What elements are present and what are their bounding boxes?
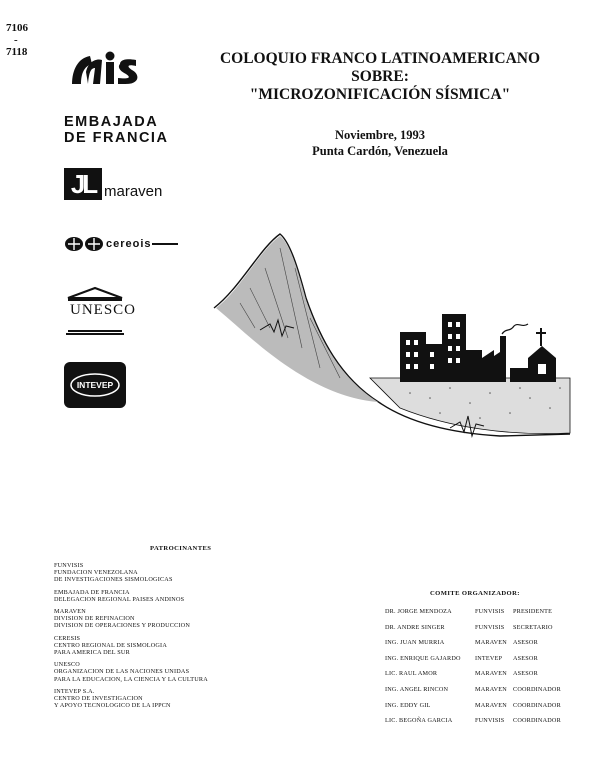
- funvisis-logo-mark: [66, 48, 158, 88]
- intevep-logo: [64, 362, 126, 408]
- title-line2: SOBRE:: [351, 68, 409, 85]
- sponsor-line: PARA LA EDUCACION, LA CIENCIA Y LA CULTURA: [54, 675, 208, 683]
- sponsor-group: [54, 661, 344, 683]
- funvisis-logo: [66, 48, 158, 93]
- sponsor-group: [54, 635, 344, 657]
- member-role: ASESOR: [513, 639, 538, 647]
- maraven-wordmark: maraven: [104, 183, 163, 200]
- header-title: [195, 50, 565, 104]
- member-name: DR. JORGE MENDOZA: [385, 608, 452, 615]
- title-line1: COLOQUIO FRANCO LATINOAMERICANO: [219, 50, 541, 67]
- member-name: ING. ENRIQUE GAJARDO: [385, 654, 461, 662]
- sponsor-line: CENTRO REGIONAL DE SISMOLOGIA: [54, 641, 167, 649]
- member-org: MARAVEN: [475, 701, 507, 709]
- committee-row: [385, 717, 585, 733]
- member-role: SECRETARIO: [513, 623, 553, 631]
- member-org: FUNVISIS: [475, 717, 505, 725]
- member-name: LIC. BEGOÑA GARCIA: [385, 717, 453, 725]
- sponsor-line: DELEGACION REGIONAL PAISES ANDINOS: [54, 595, 185, 603]
- page-number-top: 7106: [6, 22, 28, 34]
- member-name: ING. EDDY GIL: [385, 701, 431, 709]
- sponsor-line: PARA AMERICA DEL SUR: [54, 649, 130, 657]
- page-number-bottom: 7118: [6, 46, 28, 58]
- sponsor-line: INTEVEP S.A.: [54, 687, 95, 695]
- member-role: ASESOR: [513, 654, 538, 662]
- member-name: ING. ANGEL RINCON: [385, 685, 449, 693]
- sponsor-group: [54, 608, 344, 630]
- committee-row: [385, 686, 585, 702]
- committee-row: [385, 702, 585, 718]
- ceresis-globe-icon: [64, 236, 104, 252]
- intevep-wordmark: INTEVEP: [76, 380, 114, 390]
- sponsor-line: UNESCO: [54, 661, 80, 669]
- sponsor-line: CERESIS: [54, 634, 81, 642]
- sponsor-line: DE INVESTIGACIONES SISMOLOGICAS: [54, 576, 173, 584]
- member-org: FUNVISIS: [475, 608, 505, 615]
- maraven-mark: JL: [64, 168, 102, 200]
- embajada-line1: EMBAJADA: [64, 114, 159, 130]
- member-role: ASESOR: [513, 670, 538, 678]
- sponsor-line: CENTRO DE INVESTIGACION: [54, 695, 143, 703]
- committee-row: [385, 670, 585, 686]
- sponsor-line: EMBAJADA DE FRANCIA: [54, 588, 130, 596]
- page-number-dash: -: [14, 34, 18, 46]
- sponsor-line: DIVISION DE REFINACION: [54, 615, 135, 623]
- member-org: MARAVEN: [475, 670, 507, 678]
- sponsor-line: MARAVEN: [54, 608, 86, 616]
- sponsor-line: FUNVISIS: [54, 562, 84, 569]
- embajada-logo: [64, 114, 168, 146]
- sponsors-list: [54, 562, 344, 714]
- header-date: Noviembre, 1993: [334, 128, 426, 142]
- member-org: MARAVEN: [475, 639, 507, 647]
- ceresis-line: [152, 242, 178, 246]
- member-role: COORDINADOR: [513, 701, 561, 709]
- committee-row: [385, 608, 585, 624]
- member-role: COORDINADOR: [513, 685, 561, 693]
- ceresis-wordmark: cereois: [106, 238, 152, 250]
- mountain-city-illustration: [210, 228, 580, 468]
- member-org: MARAVEN: [475, 685, 507, 693]
- member-name: LIC. RAUL AMOR: [385, 670, 438, 678]
- sponsor-line: FUNDACION VENEZOLANA: [54, 569, 138, 577]
- sponsor-line: DIVISION DE OPERACIONES Y PRODUCCION: [54, 622, 190, 630]
- unesco-logo: [64, 286, 137, 341]
- header-place: Punta Cardón, Venezuela: [312, 144, 448, 158]
- sponsor-group: [54, 688, 344, 710]
- committee-row: [385, 639, 585, 655]
- sponsor-group: [54, 562, 344, 584]
- sponsor-group: [54, 589, 344, 603]
- member-name: DR. ANDRE SINGER: [385, 623, 445, 631]
- member-role: COORDINADOR: [513, 717, 561, 725]
- committee-row: [385, 655, 585, 671]
- embajada-line2: DE FRANCIA: [64, 130, 169, 146]
- factory-smoke: [502, 324, 528, 334]
- city-buildings: [400, 314, 556, 382]
- unesco-wordmark: UNESCO: [70, 302, 137, 318]
- committee-title: COMITE ORGANIZADOR:: [430, 590, 520, 597]
- sponsor-line: Y APOYO TECNOLOGICO DE LA IPPCN: [54, 702, 171, 710]
- maraven-logo: [64, 168, 162, 200]
- ceresis-logo: [64, 236, 178, 252]
- committee-table: [385, 608, 585, 733]
- sponsors-title: PATROCINANTES: [150, 545, 212, 552]
- member-role: PRESIDENTE: [513, 608, 553, 615]
- mountain-fill: [216, 236, 378, 402]
- member-org: INTEVEP: [475, 654, 503, 662]
- sponsor-line: ORGANIZACION DE LAS NACIONES UNIDAS: [54, 668, 190, 676]
- member-name: ING. JUAN MURRIA: [385, 639, 445, 647]
- committee-row: [385, 624, 585, 640]
- title-line3: "MICROZONIFICACIÓN SÍSMICA": [249, 86, 511, 103]
- member-org: FUNVISIS: [475, 623, 505, 631]
